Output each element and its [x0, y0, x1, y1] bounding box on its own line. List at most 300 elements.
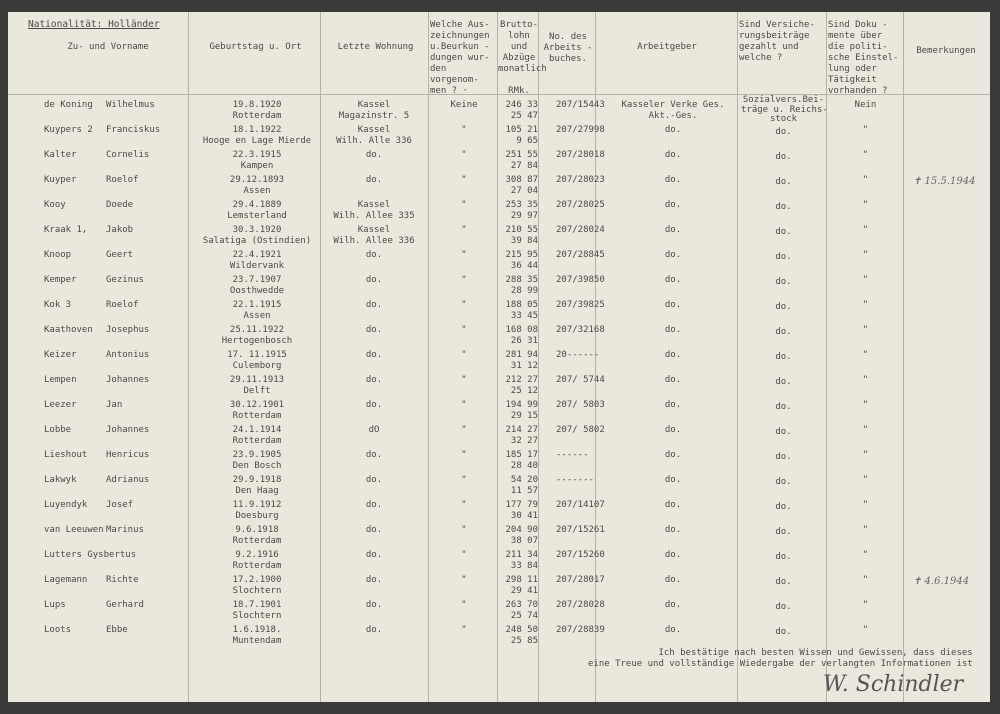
- cell-first: Wilhelmus: [106, 100, 155, 110]
- cell-book: 207/ 5803: [556, 400, 605, 410]
- cell-gross: 308 87: [505, 175, 538, 185]
- cell-award: ": [461, 400, 467, 410]
- cell-place: Den Haag: [235, 485, 279, 496]
- cell-date: 23.7.1907: [232, 275, 282, 285]
- cell-book: 20------: [556, 350, 600, 360]
- cell-docs: ": [862, 300, 869, 310]
- cell-addr1: do.: [365, 550, 383, 560]
- cell-last: Keizer: [44, 350, 77, 360]
- cell-ins1: do.: [775, 227, 792, 237]
- cell-gross: 281 94: [505, 350, 538, 360]
- cell-place: Salatiga (Ostindien): [202, 235, 312, 246]
- cell-gross: 288 35: [505, 275, 538, 285]
- cell-place: Assen: [243, 185, 271, 196]
- cell-addr1: do.: [365, 350, 383, 360]
- column-header: No. des Arbeits - buches.: [543, 32, 593, 64]
- table-row: [8, 525, 990, 550]
- cell-gross: 212 27: [505, 375, 538, 385]
- cell-award: ": [461, 125, 467, 135]
- cell-place: Rotterdam: [232, 110, 282, 121]
- cell-ins1: do.: [775, 527, 792, 537]
- cell-ins1: do.: [775, 127, 792, 137]
- cell-addr1: Kassel: [357, 200, 391, 210]
- cell-date: 11.9.1912: [232, 500, 282, 510]
- cell-emp1: do.: [664, 125, 682, 135]
- cell-last: Leezer: [44, 400, 77, 410]
- cell-addr1: do.: [365, 300, 383, 310]
- cell-addr1: do.: [365, 450, 383, 460]
- cell-last: Luyendyk: [44, 500, 88, 510]
- cell-first: Antonius: [106, 350, 150, 360]
- cell-ded: 9 65: [516, 135, 538, 146]
- column-header: Geburtstag u. Ort: [209, 42, 302, 52]
- cell-docs: ": [862, 625, 869, 635]
- column-header: Zu- und Vorname: [67, 42, 149, 52]
- cell-docs: ": [862, 550, 869, 560]
- cell-emp1: do.: [664, 300, 682, 310]
- cell-place: Doesburg: [235, 510, 279, 521]
- column-header: Brutto- lohn und Abzüge monatlich RMk.: [498, 20, 547, 96]
- cell-gross: 210 55: [505, 225, 538, 235]
- table-row: [8, 450, 990, 475]
- cell-place: Assen: [243, 310, 271, 321]
- cell-place: Hooge en Lage Mierde: [202, 135, 312, 146]
- cell-ded: 29 97: [510, 210, 538, 221]
- cell-addr2: Wilh. Alle 336: [336, 135, 412, 146]
- cell-emp1: do.: [664, 350, 682, 360]
- cell-book: 207/28018: [556, 150, 605, 160]
- cell-docs: ": [862, 525, 869, 535]
- cell-ins1: do.: [775, 402, 792, 412]
- cell-ins1: do.: [775, 252, 792, 262]
- cell-docs: ": [862, 475, 869, 485]
- table-row: [8, 275, 990, 300]
- cell-ins2: träge u. Reichs-: [741, 104, 828, 115]
- cell-date: 18.1.1922: [232, 125, 282, 135]
- cell-emp2: Akt.-Ges.: [648, 110, 698, 121]
- table-row: [8, 425, 990, 450]
- cell-ins1: do.: [775, 177, 792, 187]
- cell-place: Den Bosch: [232, 460, 282, 471]
- cell-ins1: do.: [775, 327, 792, 337]
- cell-first: Josef: [106, 500, 134, 510]
- cell-ded: 31 12: [510, 360, 538, 371]
- cell-ins1: do.: [775, 602, 792, 612]
- document-page: [8, 12, 990, 702]
- cell-date: 30.12.1901: [229, 400, 285, 410]
- cell-gross: 105 21: [505, 125, 538, 135]
- cell-last: Lagemann: [44, 575, 88, 585]
- cell-date: 24.1.1914: [232, 425, 282, 435]
- cell-award: ": [461, 350, 467, 360]
- cell-emp1: do.: [664, 225, 682, 235]
- cell-docs: Nein: [854, 100, 877, 110]
- cell-gross: 215 95: [505, 250, 538, 260]
- cell-gross: 263 70: [505, 600, 538, 610]
- cell-gross: 211 34: [505, 550, 538, 560]
- cell-emp1: do.: [664, 325, 682, 335]
- cell-emp1: do.: [664, 475, 682, 485]
- cell-docs: ": [862, 250, 869, 260]
- cell-emp1: do.: [664, 175, 682, 185]
- cell-place: Hertogenbosch: [221, 335, 293, 346]
- cell-docs: ": [862, 200, 869, 210]
- cell-place: Delft: [243, 385, 271, 396]
- cell-gross: 177 79: [505, 500, 538, 510]
- cell-place: Muntendam: [232, 635, 282, 646]
- cell-book: -------: [556, 475, 594, 485]
- cell-ded: 36 44: [510, 260, 538, 271]
- cell-first: Jan: [106, 400, 123, 410]
- cell-award: ": [461, 200, 467, 210]
- table-row: [8, 95, 990, 125]
- cell-emp1: do.: [664, 200, 682, 210]
- cell-last: Lieshout: [44, 450, 88, 460]
- cell-ded: 25 85: [510, 635, 538, 646]
- cell-ins1: do.: [775, 452, 792, 462]
- cell-addr1: do.: [365, 575, 383, 585]
- cell-book: 207/28025: [556, 200, 605, 210]
- table-row: [8, 350, 990, 375]
- cell-emp1: do.: [664, 500, 682, 510]
- cell-docs: ": [862, 275, 869, 285]
- cell-ded: 28 40: [510, 460, 538, 471]
- cell-book: 207/39825: [556, 300, 605, 310]
- table-row: [8, 175, 990, 200]
- cell-gross: 253 35: [505, 200, 538, 210]
- cell-book: 207/28024: [556, 225, 605, 235]
- cell-place: Rotterdam: [232, 560, 282, 571]
- cell-ins3: stock: [769, 114, 798, 124]
- cell-ded: 29 41: [510, 585, 538, 596]
- cell-award: ": [461, 225, 467, 235]
- cell-award: ": [461, 525, 467, 535]
- cell-first: Jakob: [106, 225, 134, 235]
- cell-date: 17. 11.1915: [227, 350, 287, 360]
- table-row: [8, 625, 990, 650]
- cell-first: Richte: [106, 575, 139, 585]
- cell-book: 207/ 5802: [556, 425, 605, 435]
- table-row: [8, 400, 990, 425]
- cell-ins1: do.: [775, 477, 792, 487]
- cell-gross: 54 20: [510, 475, 538, 485]
- cell-addr1: Kassel: [357, 100, 391, 110]
- cell-award: ": [461, 625, 467, 635]
- cell-date: 23.9.1905: [232, 450, 282, 460]
- cell-award: ": [461, 600, 467, 610]
- cell-ins1: do.: [775, 577, 792, 587]
- cell-date: 9.6.1918: [235, 525, 279, 535]
- cell-place: Kampen: [240, 160, 274, 171]
- cell-ded: 25 74: [510, 610, 538, 621]
- cell-emp1: do.: [664, 575, 682, 585]
- cell-last: Kraak 1,: [44, 225, 88, 235]
- column-header: Sind Doku - mente über die politi- sche Einstel- lung oder Tätigkeit vorhanden ?: [828, 20, 899, 96]
- table-row: [8, 150, 990, 175]
- cell-book: 207/28017: [556, 575, 605, 585]
- cell-first: Roelof: [106, 175, 139, 185]
- cell-addr2: Wilh. Allee 335: [333, 210, 415, 221]
- cell-docs: ": [862, 500, 869, 510]
- cell-last: Kemper: [44, 275, 77, 285]
- signature: W. Schindler: [823, 672, 964, 697]
- cell-date: 18.7.1901: [232, 600, 282, 610]
- cell-addr1: do.: [365, 600, 383, 610]
- cell-addr1: do.: [365, 250, 383, 260]
- cell-ded: 11 57: [510, 485, 538, 496]
- cell-book: 207/14107: [556, 500, 605, 510]
- cell-addr1: do.: [365, 150, 383, 160]
- cell-docs: ": [862, 600, 869, 610]
- cell-addr1: do.: [365, 275, 383, 285]
- cell-first: Johannes: [106, 375, 150, 385]
- cell-docs: ": [862, 325, 869, 335]
- cell-ded: 26 31: [510, 335, 538, 346]
- cell-award: ": [461, 175, 467, 185]
- column-header: Letzte Wohnung: [337, 42, 414, 52]
- cell-gross: 168 08: [505, 325, 538, 335]
- cell-book: 207/28028: [556, 600, 605, 610]
- cell-ins1: do.: [775, 277, 792, 287]
- cell-docs: ": [862, 450, 869, 460]
- cell-addr1: do.: [365, 500, 383, 510]
- cell-last: Kok 3: [44, 300, 72, 310]
- cell-award: ": [461, 275, 467, 285]
- cell-place: Rotterdam: [232, 535, 282, 546]
- cell-book: 207/15261: [556, 525, 605, 535]
- cell-ded: 32 27: [510, 435, 538, 446]
- cell-addr1: do.: [365, 475, 383, 485]
- cell-date: 17.2.1900: [232, 575, 282, 585]
- cell-last: Kuypers 2: [44, 125, 93, 135]
- table-row: [8, 250, 990, 275]
- table-row: [8, 575, 990, 600]
- cell-addr1: Kassel: [357, 225, 391, 235]
- cell-book: 207/ 5744: [556, 375, 605, 385]
- cell-first: Adrianus: [106, 475, 150, 485]
- cell-ded: 38 07: [510, 535, 538, 546]
- cell-gross: 298 11: [505, 575, 538, 585]
- cell-date: 1.6.1918.: [232, 625, 282, 635]
- cell-book: ------: [556, 450, 589, 460]
- cell-docs: ": [862, 375, 869, 385]
- cell-ded: 27 84: [510, 160, 538, 171]
- cell-ins1: do.: [775, 352, 792, 362]
- cell-award: Keine: [450, 100, 478, 110]
- cell-emp1: do.: [664, 275, 682, 285]
- cell-first: Marinus: [106, 525, 144, 535]
- table-row: [8, 325, 990, 350]
- column-header: Sind Versiche- rungsbeiträge gezahlt und welche ?: [739, 20, 815, 63]
- cell-place: Culemborg: [232, 360, 282, 371]
- table-row: [8, 600, 990, 625]
- cell-last: Lobbe: [44, 425, 72, 435]
- cell-last: Loots: [44, 625, 72, 635]
- cell-ded: 39 84: [510, 235, 538, 246]
- cell-place: Oosthwedde: [229, 285, 285, 296]
- cell-docs: ": [862, 125, 869, 135]
- cell-award: ": [461, 475, 467, 485]
- cell-award: ": [461, 550, 467, 560]
- cell-last: de Koning: [44, 100, 93, 110]
- cell-ins1: do.: [775, 377, 792, 387]
- cell-last: Lutters Gysbertus: [44, 550, 137, 560]
- cell-emp1: do.: [664, 150, 682, 160]
- cell-award: ": [461, 375, 467, 385]
- cell-place: Lemsterland: [227, 210, 287, 221]
- cell-place: Wildervank: [229, 260, 285, 271]
- cell-date: 30.3.1920: [232, 225, 282, 235]
- cell-last: Lups: [44, 600, 66, 610]
- cell-book: 207/39850: [556, 275, 605, 285]
- cell-addr1: do.: [365, 175, 383, 185]
- cell-award: ": [461, 250, 467, 260]
- cell-first: Gerhard: [106, 600, 144, 610]
- cell-addr1: Kassel: [357, 125, 391, 135]
- cell-note: ✝ 4.6.1944: [913, 576, 970, 587]
- cell-first: Henricus: [106, 450, 150, 460]
- cell-last: Lempen: [44, 375, 77, 385]
- cell-first: Ebbe: [106, 625, 128, 635]
- cell-ded: 29 15: [510, 410, 538, 421]
- cell-ded: 28 99: [510, 285, 538, 296]
- cell-docs: ": [862, 350, 869, 360]
- cell-emp1: do.: [664, 425, 682, 435]
- cell-gross: 188 05: [505, 300, 538, 310]
- cell-ded: 25 47: [510, 110, 538, 121]
- column-header: Bemerkungen: [916, 46, 976, 56]
- cell-ded: 25 12: [510, 385, 538, 396]
- cell-gross: 214 27: [505, 425, 538, 435]
- cell-ded: 33 45: [510, 310, 538, 321]
- cell-docs: ": [862, 225, 869, 235]
- cell-gross: 246 33: [505, 100, 538, 110]
- certification-text: Ich bestätige nach besten Wissen und Gewissen, dass dieses eine Treue und vollständige Wiedergabe der verlangten Informationen ist: [588, 648, 973, 669]
- cell-award: ": [461, 450, 467, 460]
- cell-ins1: do.: [775, 302, 792, 312]
- cell-book: 207/28023: [556, 175, 605, 185]
- table-row: [8, 125, 990, 150]
- cell-addr1: do.: [365, 625, 383, 635]
- cell-award: ": [461, 300, 467, 310]
- table-row: [8, 550, 990, 575]
- cell-last: Lakwyk: [44, 475, 77, 485]
- cell-date: 9.2.1916: [235, 550, 279, 560]
- cell-place: Slochtern: [232, 610, 282, 621]
- cell-first: Franciskus: [106, 125, 161, 135]
- cell-docs: ": [862, 150, 869, 160]
- nationality-heading: Nationalität: Holländer: [28, 19, 160, 30]
- cell-first: Josephus: [106, 325, 150, 335]
- cell-addr1: do.: [365, 375, 383, 385]
- table-row: [8, 300, 990, 325]
- cell-first: Johannes: [106, 425, 150, 435]
- cell-first: Geert: [106, 250, 134, 260]
- cell-emp1: do.: [664, 375, 682, 385]
- cell-first: Gezinus: [106, 275, 144, 285]
- cell-first: Cornelis: [106, 150, 150, 160]
- cell-book: 207/15443: [556, 100, 605, 110]
- cell-ded: 33 84: [510, 560, 538, 571]
- table-row: [8, 200, 990, 225]
- column-header: Welche Aus- zeichnungen u.Beurkun - dungen wur- den vorgenom- men ? ·: [430, 20, 490, 96]
- cell-last: Knoop: [44, 250, 72, 260]
- cell-ins1: do.: [775, 502, 792, 512]
- cell-last: Kuyper: [44, 175, 77, 185]
- cell-date: 25.11.1922: [229, 325, 285, 335]
- table-row: [8, 225, 990, 250]
- table-row: [8, 500, 990, 525]
- cell-award: ": [461, 325, 467, 335]
- cell-emp1: Kasseler Verke Ges.: [621, 100, 725, 110]
- table-row: [8, 375, 990, 400]
- cell-gross: 251 55: [505, 150, 538, 160]
- cell-emp1: do.: [664, 550, 682, 560]
- cell-place: Slochtern: [232, 585, 282, 596]
- cell-addr1: do.: [365, 525, 383, 535]
- cell-date: 19.8.1920: [232, 100, 282, 110]
- cell-addr1: dO: [368, 425, 380, 435]
- cell-addr2: Wilh. Allee 336: [333, 235, 415, 246]
- cell-date: 29.12.1893: [229, 175, 285, 185]
- cell-place: Rotterdam: [232, 410, 282, 421]
- cell-docs: ": [862, 425, 869, 435]
- cell-ded: 27 04: [510, 185, 538, 196]
- cell-addr2: Magazinstr. 5: [338, 110, 410, 121]
- cell-emp1: do.: [664, 600, 682, 610]
- cell-emp1: do.: [664, 400, 682, 410]
- cell-date: 29.4.1889: [232, 200, 282, 210]
- cell-book: 207/28845: [556, 250, 605, 260]
- cell-award: ": [461, 500, 467, 510]
- cell-gross: 185 17: [505, 450, 538, 460]
- cell-book: 207/28839: [556, 625, 605, 635]
- cell-award: ": [461, 575, 467, 585]
- cell-book: 207/15260: [556, 550, 605, 560]
- cell-award: ": [461, 425, 467, 435]
- cell-first: Doede: [106, 200, 134, 210]
- column-header: Arbeitgeber: [637, 42, 697, 52]
- cell-addr1: do.: [365, 400, 383, 410]
- cell-emp1: do.: [664, 450, 682, 460]
- cell-addr1: do.: [365, 325, 383, 335]
- cell-date: 22.3.1915: [232, 150, 282, 160]
- cell-ins1: do.: [775, 627, 792, 637]
- cell-date: 22.1.1915: [232, 300, 282, 310]
- cell-emp1: do.: [664, 250, 682, 260]
- cell-last: Kooy: [44, 200, 66, 210]
- cell-gross: 194 99: [505, 400, 538, 410]
- cell-last: van Leeuwen: [44, 525, 104, 535]
- cell-last: Kaathoven: [44, 325, 93, 335]
- cell-docs: ": [862, 575, 869, 585]
- cell-ins1: do.: [775, 552, 792, 562]
- cell-gross: 248 50: [505, 625, 538, 635]
- cell-first: Roelof: [106, 300, 139, 310]
- cell-book: 207/27998: [556, 125, 605, 135]
- cell-award: ": [461, 150, 467, 160]
- cell-ins1: Sozialvers.Bei-: [742, 95, 825, 105]
- cell-gross: 204 90: [505, 525, 538, 535]
- cell-docs: ": [862, 175, 869, 185]
- cell-ins1: do.: [775, 152, 792, 162]
- cell-last: Kalter: [44, 150, 77, 160]
- cell-ded: 30 41: [510, 510, 538, 521]
- cell-ins1: do.: [775, 202, 792, 212]
- cell-emp1: do.: [664, 625, 682, 635]
- cell-date: 29.9.1918: [232, 475, 282, 485]
- cell-place: Rotterdam: [232, 435, 282, 446]
